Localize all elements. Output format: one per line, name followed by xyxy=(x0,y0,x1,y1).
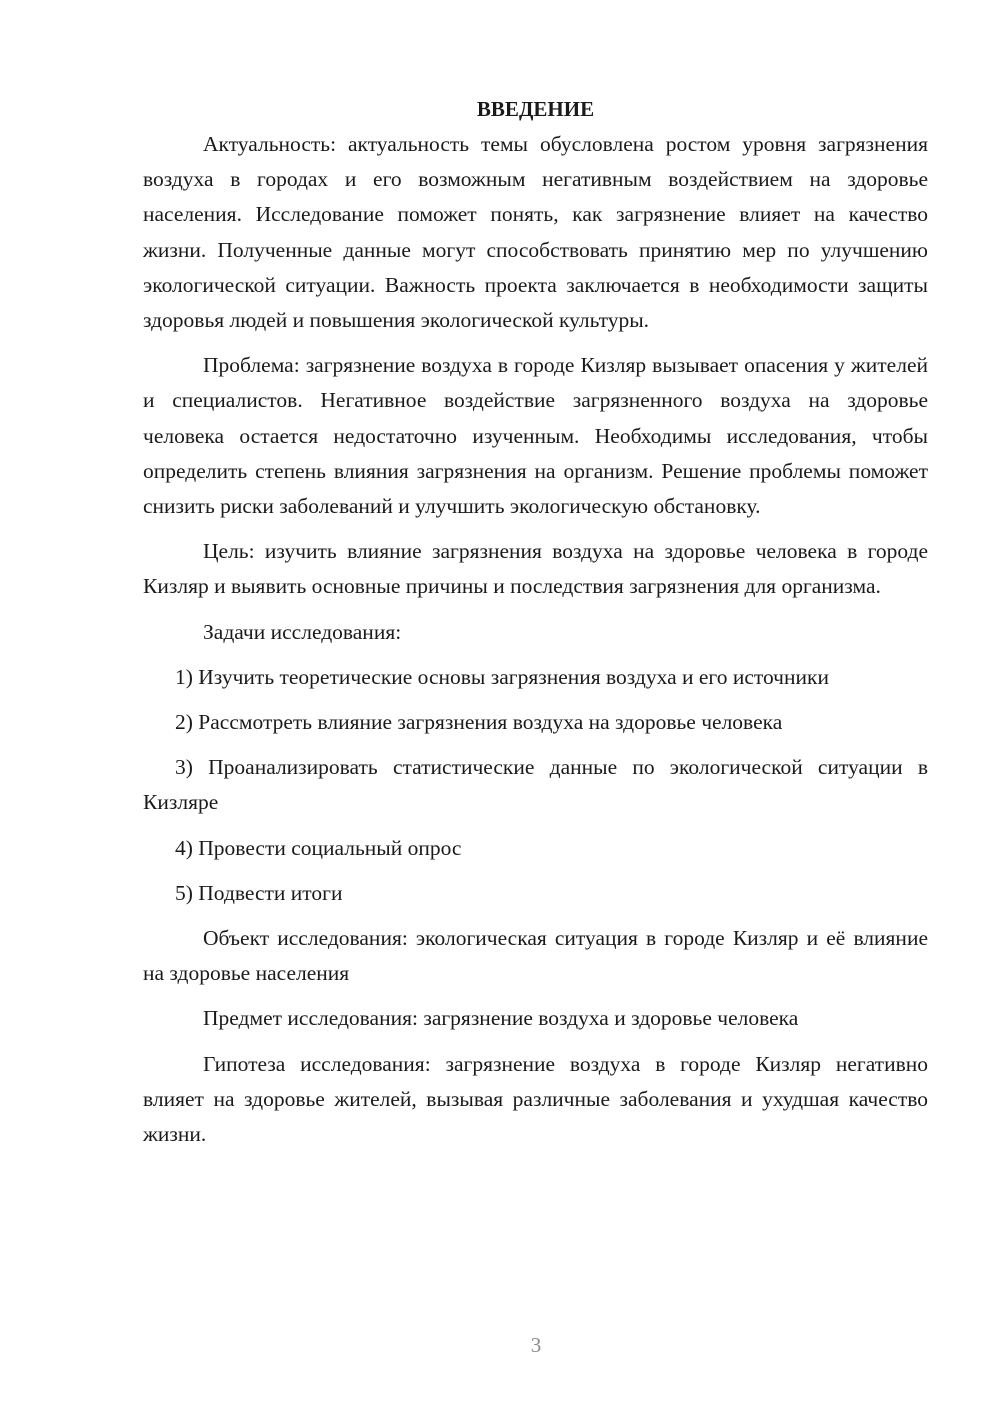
paragraph-goal: Цель: изучить влияние загрязнения воздуха на здоровье человека в городе Кизляр и выявить основные причины и последствия загрязнения для организма. xyxy=(143,539,928,599)
section-title: ВВЕДЕНИЕ xyxy=(476,97,595,121)
page-number: 3 xyxy=(530,1333,542,1357)
paragraph-relevance: Актуальность: актуальность темы обусловлена ростом уровня загрязнения воздуха в городах и его возможным негативным воздействием на здоровье населения. Исследование поможет понять, как загрязнение влияет на качество жизни. Полученные данные могут способствовать принятию мер по улучшению экологической ситуации. Важность проекта заключается в необходимости защиты здоровья людей и повышения экологической культуры. xyxy=(143,132,928,333)
paragraph-problem: Проблема: загрязнение воздуха в городе Кизляр вызывает опасения у жителей и специалистов. Негативное воздействие загрязненного воздуха на здоровье человека остается недостаточно изученным. Необходимы исследования, чтобы определить степень влияния загрязнения на организм. Решение проблемы поможет снизить риски заболеваний и улучшить экологическую обстановку. xyxy=(143,353,928,519)
paragraph-object: Объект исследования: экологическая ситуация в городе Кизляр и её влияние на здоровье населения xyxy=(143,926,928,986)
page-body xyxy=(143,92,928,1162)
task-item: 5) Подвести итоги xyxy=(175,880,343,905)
task-item: 4) Провести социальный опрос xyxy=(175,835,462,860)
paragraph-hypothesis: Гипотеза исследования: загрязнение воздуха в городе Кизляр негативно влияет на здоровье жителей, вызывая различные заболевания и ухудшая качество жизни. xyxy=(143,1051,928,1147)
paragraph-subject: Предмет исследования: загрязнение воздуха и здоровье человека xyxy=(203,1006,799,1031)
task-item: 3) Проанализировать статистические данные по экологической ситуации в Кизляре xyxy=(143,755,928,815)
task-item: 1) Изучить теоретические основы загрязнения воздуха и его источники xyxy=(175,664,829,689)
task-item: 2) Рассмотреть влияние загрязнения воздуха на здоровье человека xyxy=(175,710,783,735)
tasks-heading: Задачи исследования: xyxy=(203,619,402,644)
